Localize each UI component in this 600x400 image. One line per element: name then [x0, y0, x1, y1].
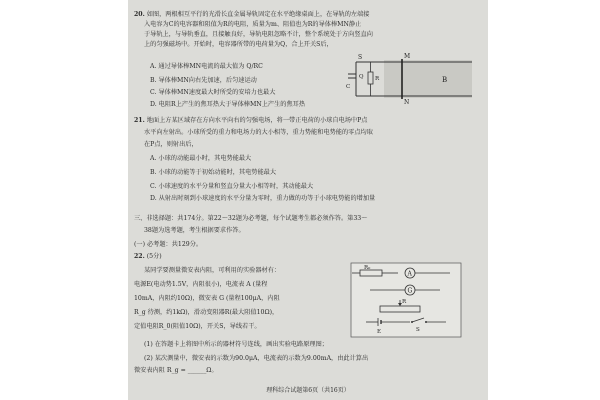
q20-label-m: M — [404, 53, 411, 60]
q20-line-2: 入电容为C的电容器和阻值为R的电阻，质量为m、阻值也为R的导体棒MN静止 — [144, 21, 362, 28]
section3-subheading: (一) 必考题：共129分。 — [134, 241, 203, 248]
q20-circuit-figure — [346, 50, 476, 106]
q21-option-d: D. 从射出时刻到小球速度的水平分量为零时，重力做的功等于小球电势能的增加量 — [150, 195, 376, 202]
q22-label-e: E — [377, 329, 382, 335]
q20-option-b: B. 导体棒MN向右先加速，后匀速运动 — [150, 77, 257, 84]
q20-field-region — [384, 60, 472, 98]
q20-label-c: C — [346, 84, 351, 90]
q20-label-r: R — [375, 76, 380, 82]
q22-line-4: R_g 待测，约1kΩ)，滑动变阻器R(最大阻值10Ω)， — [134, 309, 279, 316]
q22-score: (5分) — [146, 253, 162, 260]
q22-part-2: (2) 某次测量中，微安表的示数为90.0μA，电流表的示数为9.00mA，由此计算出 — [144, 355, 369, 362]
q22-part-1: (1) 在答题卡上将图中所示的器材符号连线，画出实验电路原理图； — [144, 341, 328, 348]
q20-line-4: 上的匀强磁场中。开始时，电容器所带的电荷量为Q，合上开关S后， — [144, 41, 333, 48]
section3-heading: 三、非选择题：共174分。第22～32题为必考题，每个试题考生都必须作答。第33～ — [134, 215, 368, 222]
q21-option-a: A. 小球的动能最小时，其电势能最大 — [150, 155, 252, 162]
q20-label-n: N — [404, 99, 410, 106]
q20-option-a: A. 通过导体棒MN电流的最大值为 Q/RC — [150, 63, 263, 70]
q20-label-b: B — [442, 76, 448, 84]
q20-label-s: S — [358, 54, 363, 61]
q22-line-1: 某同学要测量微安表内阻，可利用的实验器材有： — [144, 267, 281, 274]
q22-label-s: S — [416, 327, 420, 333]
q22-components-figure — [350, 262, 462, 338]
section3-heading-2: 38题为选考题，考生根据要求作答。 — [144, 227, 245, 234]
q21-option-b: B. 小球的动能等于初始动能时，其电势能最大 — [150, 169, 277, 176]
q20-line-1: 20. 如图，两根相互平行的光滑长直金属导轨固定在水平绝缘桌面上，在导轨的左端接 — [134, 11, 370, 18]
q20-option-c: C. 导体棒MN速度最大时所受的安培力也最大 — [150, 89, 276, 96]
q22-label-g: G — [407, 287, 413, 295]
q21-line-2: 水平向左射出。小球所受的重力和电场力的大小相等，重力势能和电势能的零点均取 — [144, 129, 373, 136]
q22-label-r: R — [402, 299, 407, 305]
exam-page — [128, 0, 488, 400]
page-footer: 理科综合试题第6页（共16页） — [266, 387, 350, 394]
q20-option-d: D. 电阻R上产生的焦耳热大于导体棒MN上产生的焦耳热 — [150, 101, 306, 108]
q22-line-2: 电源E(电动势1.5V，内阻很小)，电流表 A (量程 — [134, 281, 268, 288]
q21-line-1: 21. 地面上方某区域存在方向水平向右的匀强电场，将一带正电荷的小球自电场中P点 — [134, 117, 368, 124]
q20-number: 20. — [134, 11, 145, 18]
q22-label-r0: R₀ — [364, 265, 371, 271]
q22-header — [134, 252, 162, 262]
q21-line-3: 在P点，则射出后， — [144, 141, 198, 148]
q20-resistor — [368, 72, 373, 84]
q21-number: 21. — [134, 117, 145, 124]
q22-part-2-answer: 微安表内阻 R_g = ______Ω。 — [134, 367, 218, 374]
q22-label-a: A — [407, 270, 412, 278]
q20-line-3: 于导轨上，与导轨垂直，且接触良好，导轨电阻忽略不计，整个系统处于方向竖直向 — [144, 31, 373, 38]
q22-line-3: 10mA，内阻约10Ω)，微安表 G (量程100μA，内阻 — [134, 295, 280, 302]
q21-option-c: C. 小球速度的水平分量和竖直分量大小相等时，其动能最大 — [150, 183, 314, 190]
q20-label-q: Q — [359, 74, 364, 80]
q22-line-5: 定值电阻R_0(阻值10Ω)，开关S，导线若干。 — [134, 323, 261, 330]
q22-number: 22. — [134, 253, 145, 260]
